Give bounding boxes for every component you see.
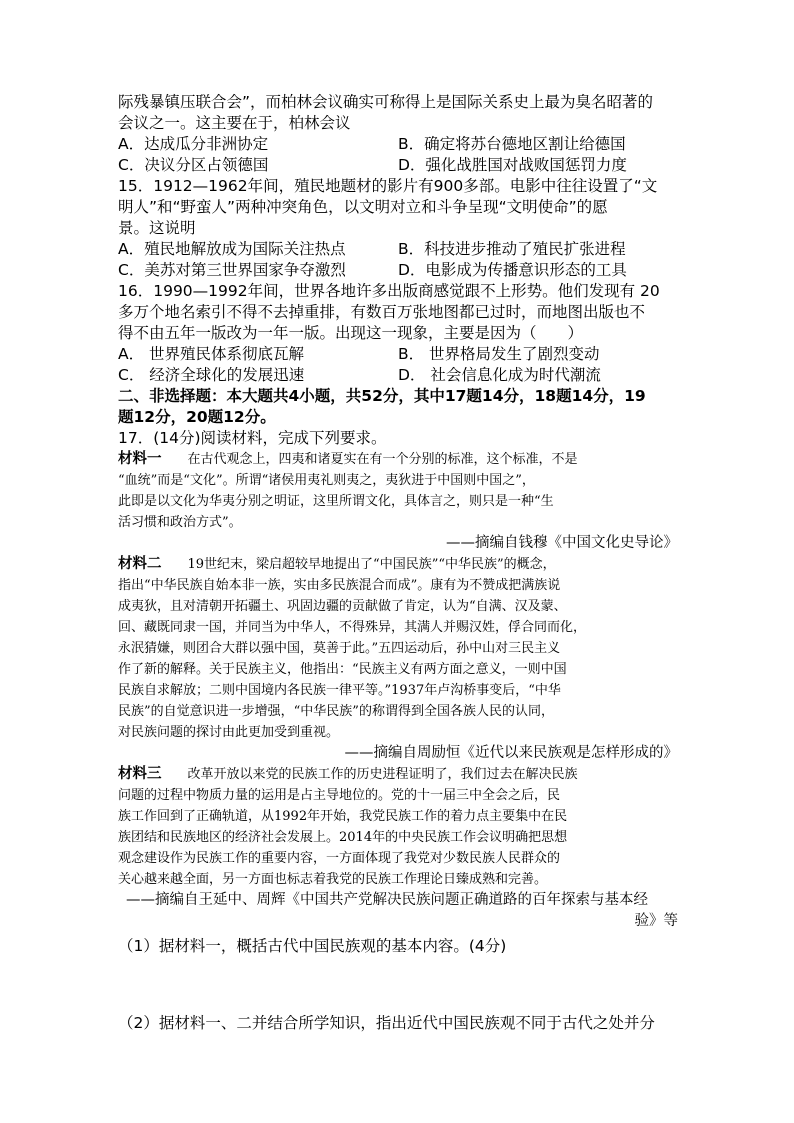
material-text-line: 活习惯和政治方式”。 [118, 515, 242, 530]
q16-options-row [118, 365, 678, 386]
q15-options-row [118, 260, 678, 281]
material-source: ——摘编自周励恒《近代以来民族观是怎样形成的》 [344, 745, 678, 761]
material-text-line: 观念建设作为民族工作的重要内容，一方面体现了我党对少数民族人民群众的 [118, 851, 561, 866]
q14-options-row [118, 155, 678, 176]
subquestion-1: （1）据材料一，概括古代中国民族观的基本内容。(4分) [118, 937, 507, 955]
q14-option-b: B．确定将苏台德地区割让给德国 [398, 135, 626, 153]
answer-space [118, 957, 678, 1013]
q16-text-line: 得不由五年一版改为一年一版。出现这一现象，主要是因为（ ） [118, 324, 584, 342]
material-text-line: 指出“中华民族自始本非一族，实由多民族混合而成”。康有为不赞成把满族说 [118, 578, 561, 593]
material-label: 材料三 [118, 766, 162, 782]
q14-text-line: 会议之一。这主要在于，柏林会议 [118, 114, 351, 132]
material-text-line: 在古代观念上，四夷和诸夏实在有一个分别的标准，这个标准，不是 [161, 452, 578, 467]
material-three [118, 764, 678, 932]
material-text-line: 此即是以文化为华夷分别之明证，这里所谓文化，具体言之，则只是一种“生 [118, 494, 554, 509]
material-one [118, 449, 678, 554]
exam-page [118, 92, 678, 1034]
subquestion-2: （2）据材料一、二并结合所学知识，指出近代中国民族观不同于古代之处并分 [118, 1014, 655, 1032]
material-text-line: 族工作回到了正确轨道，从1992年开始，我党民族工作的着力点主要集中在民 [118, 809, 568, 824]
material-label: 材料二 [118, 556, 162, 572]
material-text-line: 19世纪末，梁启超较早地提出了“中国民族”“中华民族”的概念， [161, 557, 556, 572]
q14-option-d: D．强化战胜国对战败国惩罚力度 [398, 156, 627, 174]
material-text-line: 永泯猜嫌，则团合大群以强中国，莫善于此。”五四运动后，孙中山对三民主义 [118, 641, 561, 656]
q15-text-line: 明人”和“野蛮人”两种冲突角色，以文明对立和斗争呈现“文明使命”的愿 [118, 198, 608, 216]
q15-text-line: 景。这说明 [118, 219, 196, 237]
q16-option-a: A． 世界殖民体系彻底瓦解 [118, 345, 305, 363]
material-source: 验》等 [634, 913, 678, 929]
q14-text-line: 际残暴镇压联合会”，而柏林会议确实可称得上是国际关系史上最为臭名昭著的 [118, 93, 654, 111]
material-text-line: 成夷狄，且对清朝开拓疆土、巩固边疆的贡献做了肯定，认为“自满、汉及蒙、 [118, 599, 567, 614]
material-text-line: 民族”的自觉意识进一步增强，“中华民族”的称谓得到全国各族人民的认同， [118, 704, 554, 719]
material-text-line: 民族自求解放；二则中国境内各民族一律平等。”1937年卢沟桥事变后，“中华 [118, 683, 561, 698]
q15-option-a: A．殖民地解放成为国际关注热点 [118, 240, 346, 258]
material-text-line: 改革开放以来党的民族工作的历史进程证明了，我们过去在解决民族 [161, 767, 578, 782]
q16-option-d: D． 社会信息化成为时代潮流 [398, 366, 601, 384]
material-text-line: 作了新的解释。关于民族主义，他指出：“民族主义有两方面之意义，一则中国 [118, 662, 567, 677]
q15-option-b: B．科技进步推动了殖民扩张进程 [398, 240, 626, 258]
q16-option-b: B． 世界格局发生了剧烈变动 [398, 345, 600, 363]
material-text-line: 回、藏既同隶一国，并同当为中华人，不得殊异，其满人并赐汉姓，俘合同而化， [118, 620, 587, 635]
q14-options-row [118, 134, 678, 155]
material-label: 材料一 [118, 451, 162, 467]
q17-intro: 17．(14分)阅读材料，完成下列要求。 [118, 429, 387, 447]
material-two [118, 554, 678, 764]
material-text-line: “血统”而是“文化”。所谓“诸侯用夷礼则夷之，夷狄进于中国则中国之”， [118, 473, 535, 488]
q15-option-d: D．电影成为传播意识形态的工具 [398, 261, 627, 279]
material-text-line: 关心越来越全面，另一方面也标志着我党的民族工作理论日臻成熟和完善。 [118, 872, 548, 887]
material-source: ——摘编自王延中、周辉《中国共产党解决民族问题正确道路的百年探索与基本经 [126, 892, 648, 908]
q14-option-a: A．达成瓜分非洲协定 [118, 135, 269, 153]
material-source: ——摘编自钱穆《中国文化史导论》 [446, 535, 678, 551]
q15-option-c: C．美苏对第三世界国家争夺激烈 [118, 261, 346, 279]
q16-text-line: 16．1990—1992年间，世界各地许多出版商感觉跟不上形势。他们发现有 20 [118, 282, 660, 300]
q16-options-row [118, 344, 678, 365]
q15-options-row [118, 239, 678, 260]
material-text-line: 对民族问题的探讨由此更加受到重视。 [118, 725, 340, 740]
section-heading: 题12分，20题12分。 [118, 408, 276, 426]
material-text-line: 族团结和民族地区的经济社会发展上。2014年的中央民族工作会议明确把思想 [118, 830, 568, 845]
material-text-line: 问题的过程中物质力量的运用是占主导地位的。党的十一届三中全会之后，民 [118, 788, 561, 803]
section-heading: 二、非选择题：本大题共4小题，共52分，其中17题14分，18题14分，19 [118, 387, 646, 405]
q16-option-c: C． 经济全球化的发展迅速 [118, 366, 305, 384]
q16-text-line: 多万个地名索引不得不去掉重排，有数百万张地图都已过时，而地图出版也不 [118, 303, 646, 321]
q14-option-c: C．决议分区占领德国 [118, 156, 269, 174]
q15-text-line: 15．1912—1962年间，殖民地题材的影片有900多部。电影中往往设置了“文 [118, 177, 658, 195]
